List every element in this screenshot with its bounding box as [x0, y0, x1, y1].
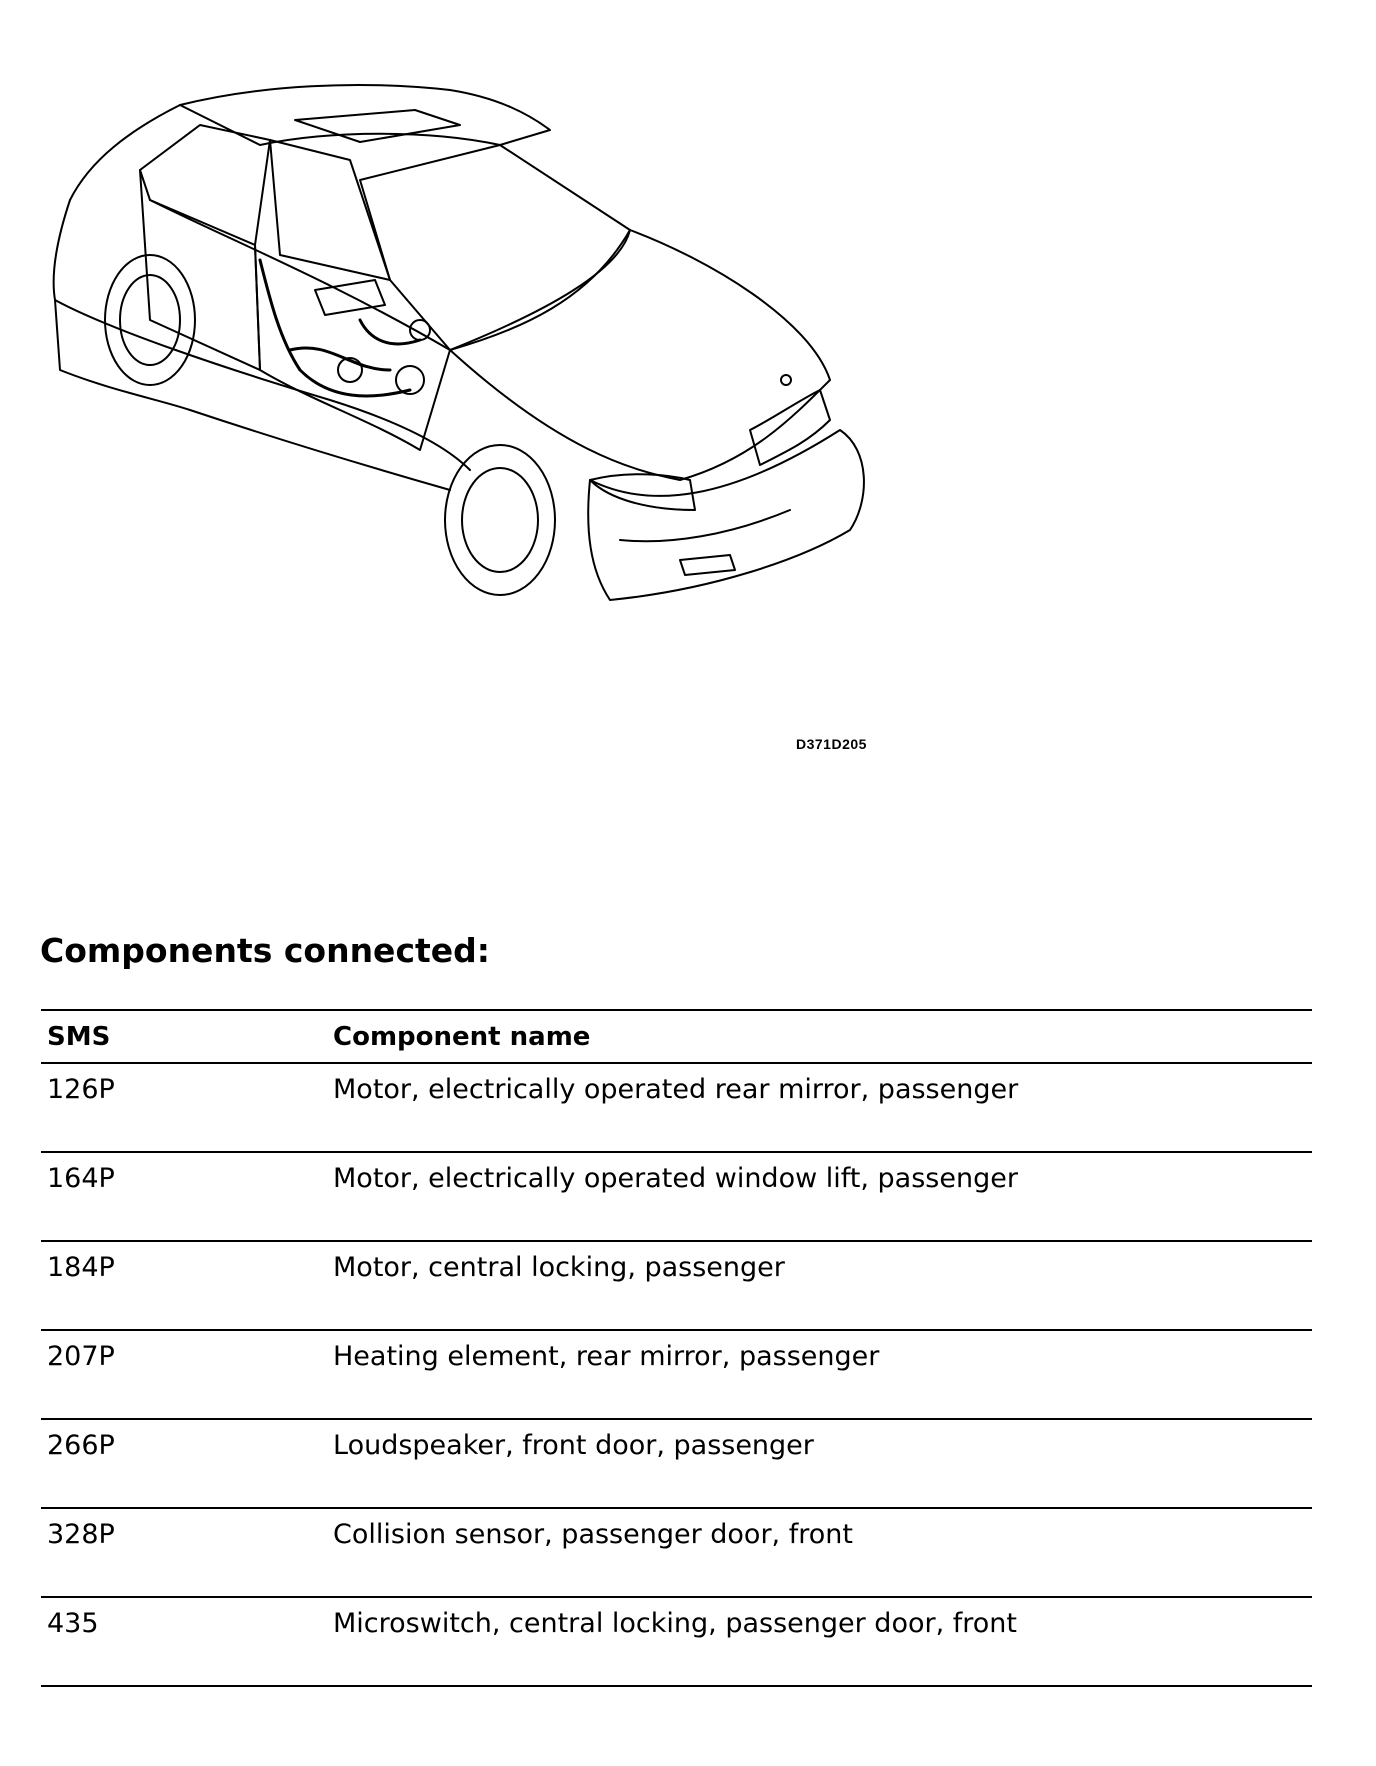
sms-code: 207P — [41, 1330, 327, 1419]
front-door — [255, 245, 450, 450]
grille — [750, 390, 830, 465]
table-row — [41, 1597, 1312, 1686]
component-name: Heating element, rear mirror, passenger — [327, 1330, 1312, 1419]
rear-door — [140, 170, 260, 370]
fog-light — [680, 555, 735, 575]
sms-code: 184P — [41, 1241, 327, 1330]
car-wiring-illustration — [30, 70, 890, 630]
section-heading: Components connected: — [40, 931, 490, 970]
front-side-window — [270, 140, 390, 280]
sms-code: 435 — [41, 1597, 327, 1686]
component-name: Motor, central locking, passenger — [327, 1241, 1312, 1330]
component-name: Motor, electrically operated rear mirror, passenger — [327, 1063, 1312, 1152]
component-name: Collision sensor, passenger door, front — [327, 1508, 1312, 1597]
component-name: Microswitch, central locking, passenger door, front — [327, 1597, 1312, 1686]
figure-code: D371D205 — [796, 736, 867, 752]
front-bumper — [588, 430, 864, 600]
component-name: Loudspeaker, front door, passenger — [327, 1419, 1312, 1508]
table-header-row — [41, 1010, 1312, 1063]
sms-code: 266P — [41, 1419, 327, 1508]
header-component-name: Component name — [327, 1010, 1312, 1063]
side-mirror — [315, 280, 385, 315]
component-name: Motor, electrically operated window lift, passenger — [327, 1152, 1312, 1241]
table-row — [41, 1508, 1312, 1597]
hood — [450, 230, 830, 480]
components-table — [41, 1009, 1312, 1687]
sms-code: 164P — [41, 1152, 327, 1241]
table-row — [41, 1152, 1312, 1241]
sms-code: 328P — [41, 1508, 327, 1597]
sms-code: 126P — [41, 1063, 327, 1152]
windshield — [360, 145, 630, 350]
table-row — [41, 1241, 1312, 1330]
table-row — [41, 1419, 1312, 1508]
table-row — [41, 1063, 1312, 1152]
header-sms: SMS — [41, 1010, 327, 1063]
table-row — [41, 1330, 1312, 1419]
